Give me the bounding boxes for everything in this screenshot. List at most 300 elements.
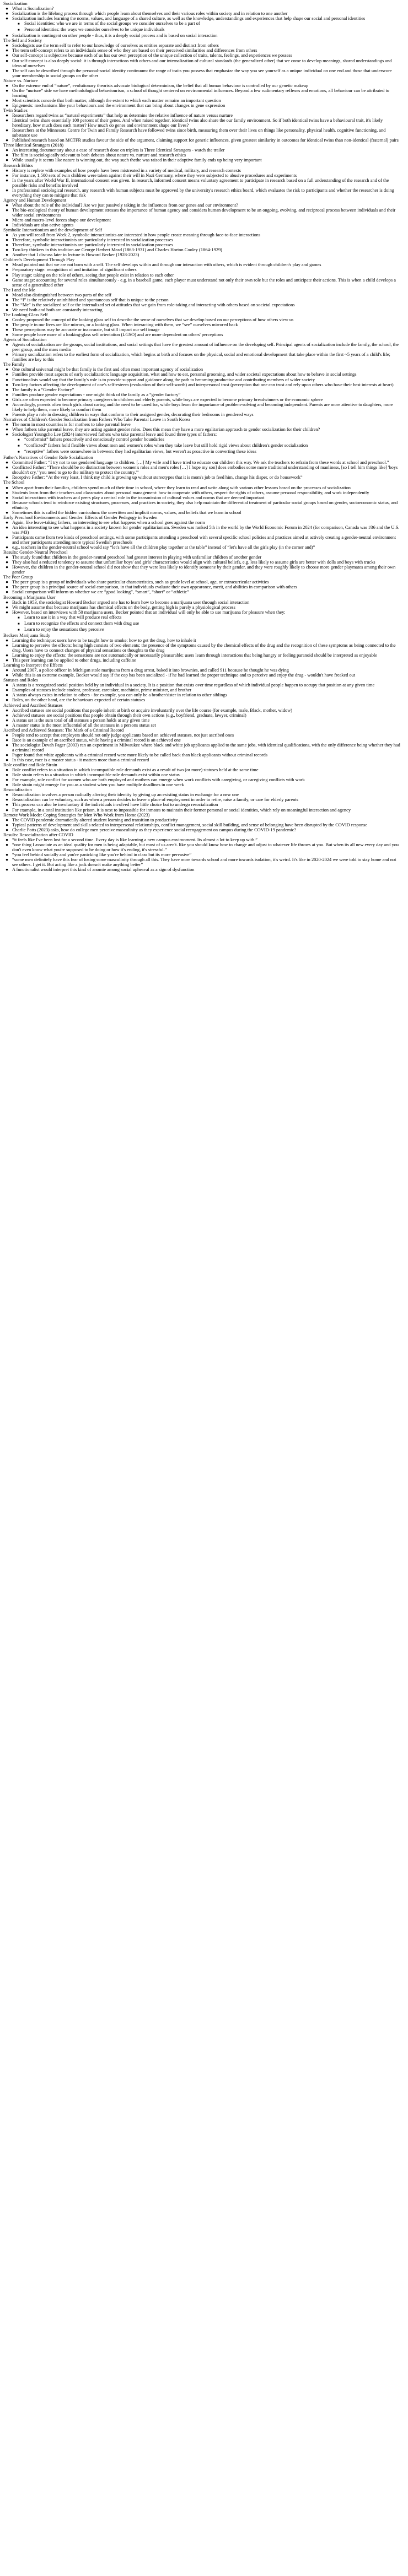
round-bullet-icon: ● [6,767,9,773]
square-bullet-icon: ■ [18,451,20,454]
round-bullet-icon: ● [6,372,9,377]
round-bullet-icon: ● [6,16,9,21]
line-text: Socialization [3,1,28,6]
round-bullet-icon: ● [6,475,9,480]
bullet-item [3,837,400,842]
bullet-item [3,852,400,857]
round-bullet-icon: ● [6,432,9,437]
line-text: Girls are often expected to become primary caregivers to children and elderly parents, while boys are expected to become primary breadwinners or the economic sphere [12,397,323,402]
round-bullet-icon: ● [6,560,9,565]
line-text: A status is a recognized social position held by an individual in a society. It is a position that exists over time regardless of which individual people happen to occupy that position at any given time [12,683,375,688]
round-bullet-icon: ● [6,11,9,17]
line-text: However, the children in the gender-neutral school did not show that they were less likely to identify someone by their gender, and they were roughly likely to choose more gender playmates among their own gender [12,565,396,575]
line-text: The I and the Me [3,287,35,293]
line-text: On the extreme end of “nature”, evolutionary theorists advocate biological determinism, the belief that all human behaviour is controlled by our genetic makeup [12,83,309,88]
round-bullet-icon: ● [6,402,9,407]
bullet-item [3,610,400,615]
bullet-item [3,465,400,475]
round-bullet-icon: ● [6,599,9,605]
bullet-item [3,867,400,872]
line-text: Resocialization can be voluntary, such as when a person decides to leave a place of employment in order to retire, raise a family, or care for elderly parents [12,797,298,803]
bullet-item [3,475,400,480]
line-text: Symbolic Interactionism and the development of Self [3,228,103,233]
round-bullet-icon: ● [6,545,9,550]
line-text: People tend to accept that employers should not only judge applicants based on achieved statuses, not just ascribed ones [12,732,234,738]
line-text: For example, role conflict for women who are both employed and mothers can emerge when work conflicts with caregiving, or caregiving conflicts with work [12,777,305,783]
bullet-item [3,103,400,108]
bullet-item [3,427,400,432]
section-heading [3,198,400,203]
bullet-item [3,589,400,594]
section-heading [3,288,400,293]
bullet-item [3,580,400,585]
round-bullet-icon: ● [6,817,9,822]
line-text: Achieved and Ascribed Statuses [3,702,63,708]
bullet-item [3,342,400,352]
line-text: On the “nurture” side we have methodological behaviourism, a school of thought centered on environmental influences. Beyond a few rudimentary reflexes and emotions, all behaviour can be attributed to learning [12,88,389,98]
round-bullet-icon: ● [6,722,9,728]
round-bullet-icon: ● [6,392,9,397]
square-bullet-icon: ■ [18,445,20,448]
bullet-item [3,128,400,138]
line-text: The norm in most countries is for mothers to take parental leave [12,421,131,427]
round-bullet-icon: ● [6,697,9,703]
round-bullet-icon: ● [6,852,9,857]
round-bullet-icon: ● [6,589,9,595]
bullet-item [3,223,400,228]
line-text: Two key thinkers in this tradition are George Herbert Mead (1863-1931) and Charles Horton Cooley (1864-1929) [12,247,222,253]
round-bullet-icon: ● [6,352,9,358]
line-text: The Peer Group [3,575,33,580]
round-bullet-icon: ● [6,732,9,738]
round-bullet-icon: ● [6,580,9,585]
round-bullet-icon: ● [6,797,9,803]
line-text: When fathers take parental leave, they are acting against gender roles. Does this mean they have a more egalitarian approach to gender socialization for their children? [12,426,320,432]
bullet-item [3,500,400,510]
bullet-item [3,237,400,242]
line-text: A functionalist would interpret this kind of anomie among social upheaval as a sign of dysfunction [12,867,195,873]
bullet-item [3,658,400,663]
bullet-item [3,397,400,402]
round-bullet-icon: ● [6,642,9,648]
bullet-item [3,173,400,178]
line-text: Learning to enjoy the effects: the sensations are not automatically or necessarily pleasurable; users learn through interactions that being hungry or feeling paranoid should be interpreted as enjoyable [12,653,377,658]
line-text: In this case, race is a master status - it matters more than a criminal record [12,757,149,763]
bullet-item [3,293,400,297]
round-bullet-icon: ● [6,223,9,228]
round-bullet-icon: ● [6,6,9,12]
round-bullet-icon: ● [6,524,9,530]
line-text: Nature vs. Nurture [3,78,38,83]
line-text: An interesting documentary about a case of research done on triplets is Three Identical Strangers - watch the trailer [12,148,225,153]
round-bullet-icon: ● [6,673,9,678]
line-text: This peer learning can be applied to other drugs, including caffeine [12,658,136,663]
sub-bullet-item [3,443,400,449]
bullet-item [3,495,400,500]
bullet-item [3,753,400,757]
line-text: Ascribed and Achieved Statuses: The Mark of a Criminal Record [3,727,124,733]
bullet-item [3,683,400,688]
bullet-item [3,158,400,163]
bullet-item [3,510,400,515]
bullet-item [3,802,400,807]
bullet-item [3,733,400,738]
bullet-item [3,605,400,610]
line-text: Socialization is contingent on other people - thus, it is a deeply social process and is based on social interaction [12,33,218,39]
line-text: In professional sociological research, any research with human subjects must be approved by the university's research ethics board, which evaluates the risk to participants and whether the researcher is doing everything they can to mitigate that risk [12,187,394,198]
bullet-item [3,327,400,332]
line-text: Role conflict refers to a situation in which incompatible role demands exist as a result of two (or more) statuses held at the same time [12,767,259,773]
line-text: Parents play a role in dressing children in ways that conform to their assigned gender, decorating their bedrooms in gendered ways [12,412,254,417]
round-bullet-icon: ● [6,412,9,417]
sub-bullet-item [3,21,400,27]
section-heading [3,832,400,837]
line-text: Another that I discuss later in lecture is Howard Becker (1928-2023) [12,252,139,258]
document-body [0,0,402,876]
line-text: The people in our lives are like mirrors, or a looking glass. When interacting with them, we “see” ourselves mirrored back [12,322,238,327]
round-bullet-icon: ● [6,322,9,327]
bullet-item [3,822,400,827]
line-text: Researchers regard twins as “natural experiments” that help us determine the relative influence of nature versus nurture [12,113,233,118]
bullet-item [3,818,400,822]
round-bullet-icon: ● [6,802,9,808]
round-bullet-icon: ● [6,653,9,658]
line-text: Social identities: who we are in terms of the social groups we consider ourselves to be a part of [24,21,200,26]
bullet-item [3,16,400,21]
bullet-item [3,113,400,118]
bullet-item [3,372,400,377]
section-heading [3,38,400,43]
round-bullet-icon: ● [6,565,9,570]
round-bullet-icon: ● [6,43,9,48]
line-text: This process can also be involuntary if the individuals involved have little choice but to undergo resocialization [12,802,218,808]
line-text: What is Socialization? [12,6,54,12]
round-bullet-icon: ● [6,68,9,73]
line-text: Participants came from two kinds of preschool settings, with some participants attending a preschool with several specific school policies and practices aimed at actively creating a gender-neutral environment and other participants attending more typical Swedish preschools [12,534,396,545]
bullet-item [3,252,400,257]
bullet-item [3,352,400,362]
bullet-item [3,708,400,713]
round-bullet-icon: ● [6,485,9,490]
round-bullet-icon: ● [6,382,9,387]
bullet-item [3,153,400,158]
line-text: Children's Development Through Play [3,257,75,263]
round-bullet-icon: ● [6,262,9,268]
line-text: While this is an extreme example, Becker would say if the cop has been socialized - if he had learned the proper technique and to perceive and enjoy the drug - wouldn't have freaked out [12,673,356,678]
section-heading [3,337,400,342]
line-text: For instance, 1,500 sets of twin children were taken against their will in Nazi Germany, where they were subjected to abusive procedures and experiments [12,172,297,178]
round-bullet-icon: ● [6,148,9,153]
line-text: Learn to use it in a way that will produce real effects [24,614,122,620]
round-bullet-icon: ● [6,172,9,178]
bullet-item [3,485,400,490]
line-text: The term self-concept refers to an individuals sense of who they are based on their perceived similarities and differences from others [12,48,257,53]
line-text: Sociologist Youngcho Lee (2024) interviewed fathers who take parental leave and found three types of fathers: [12,432,217,437]
line-text: Narratives of Children's Gender Socialization from Fathers Who Take Parental Leave in South Korea [3,416,190,422]
line-text: Our self-concept is subjective because each of us has our own perception of the unique collection of traits, talents, feelings, and experiences we possess [12,53,292,58]
round-bullet-icon: ● [6,460,9,466]
bullet-item [3,322,400,327]
round-bullet-icon: ● [6,782,9,788]
round-bullet-icon: ● [6,604,9,610]
line-text: Game stage: accounting for several roles simultaneously - e.g. in a baseball game, each player must understand not only their own role but the roles and anticipate their actions. This is when a child develops a sense of a generalized other [12,277,396,288]
line-text: Role strain refers to a situation in which incompatible role demands exist within one status [12,772,180,778]
line-text: Learn to enjoy the sensations they perceive [24,626,104,632]
round-bullet-icon: ● [6,242,9,248]
bullet-item [3,148,400,153]
round-bullet-icon: ● [6,827,9,832]
line-text: Resocialization [3,787,32,793]
bullet-item [3,242,400,247]
round-bullet-icon: ● [6,138,9,143]
bullet-item [3,118,400,128]
line-text: “conformist” fathers proactively and consciously control gender boundaries [24,437,164,442]
line-text: Because schools tend to reinforce existing structures, processes, and practices in society, they also help maintain the differential treatment of particular social groups based on gender, socioeconomic status, and ethnicity [12,500,398,510]
line-text: The family is a “Gender Factory” [12,387,74,392]
line-text: Students learn from their teachers and classmates about personal management: how to cooperate with others, respect the rights of others, assume personal responsibility, and work independently [12,490,369,495]
bullet-item [3,723,400,728]
bullet-item [3,565,400,575]
bullet-item [3,367,400,372]
bullet-item [3,83,400,88]
line-text: The Looking-Glass Self [3,312,48,317]
line-text: Agents of socialization are the groups, social institutions, and social settings that have the greatest amount of influence on the developing self. Principal agents of socialization include the family, the school, the peer group, and the mass media [12,342,399,353]
line-text: Research Ethics [3,163,33,168]
round-bullet-icon: ● [6,377,9,382]
line-text: Learning to perceive the effects: being high consists of two elements: the presence of the symptoms caused by the chemical effects of the drug and the recognition of these symptoms as being connected to the drug. Users have to connect changes of physical sensations or thoughts to the drug [12,642,396,653]
bullet-item [3,692,400,697]
section-heading [3,455,400,460]
line-text: Committed Father: “I try not to use gendered language to children. […] My wife and I have tried to educate our children this way. We ask the teachers to refrain from these words at school and preschool.” [12,460,389,466]
line-text: Primary socialization refers to the earliest form of socialization, which begins at birth and focuses on the physical, social and emotional development that take place within the first ~5 years of a child's life; families are key to this [12,352,390,362]
line-text: The self can be described through the personal-social identity continuum: the range of traits you possess that emphasize the way you see yourself as a unique individual on one end and those that underscore your membership in social groups on the other [12,68,392,78]
bullet-item [3,43,400,48]
round-bullet-icon: ● [6,158,9,163]
sub-bullet-item [3,615,400,621]
line-text: Families provide most aspects of early socialization: language acquisition, what and how to eat, personal grooming, and wider societal expectations about how to behave in social settings [12,372,357,377]
bullet-item [3,232,400,237]
line-text: Examples of statuses include student, professor, caretaker, machinist, prime minister, and brother [12,688,192,693]
section-heading [3,143,400,148]
sub-bullet-item [3,437,400,443]
bullet-item [3,178,400,188]
section-heading [3,663,400,668]
round-bullet-icon: ● [6,490,9,495]
round-bullet-icon: ● [6,772,9,778]
round-bullet-icon: ● [6,83,9,88]
section-heading [3,362,400,367]
round-bullet-icon: ● [6,555,9,560]
bullet-item [3,53,400,58]
round-bullet-icon: ● [6,218,9,223]
line-text: Accordingly, parents often teach girls about caring and the need to be cared for, while boys learn the importance of problem-solving and becoming independent. Parents are more attentive to daughters, more likely to help them, more likely to comfort them [12,402,393,412]
bullet-item [3,827,400,832]
bullet-item [3,688,400,692]
section-heading [3,787,400,792]
round-bullet-icon: ● [6,807,9,813]
bullet-item [3,317,400,322]
line-text: For example, in a total institution like prison, it is next to impossible for inmates to maintain their former personal or social identities, which rely on meaningful interaction and agency [12,807,351,813]
line-text: Therefore, symbolic interactionists are particularly interested in socialization processes [12,242,173,248]
line-text: Learn to recognize the effects and connect them with drug use [24,620,139,626]
bullet-item [3,188,400,198]
round-bullet-icon: ● [6,307,9,312]
section-heading [3,575,400,580]
bullet-item [3,68,400,78]
section-heading [3,108,400,113]
round-bullet-icon: ● [6,342,9,348]
bullet-item [3,782,400,787]
line-text: A master status is the most influential of all the statuses in a persons status set [12,722,156,728]
bullet-item [3,302,400,307]
sub-bullet-item [3,627,400,633]
round-bullet-icon: ● [6,822,9,827]
round-bullet-icon: ● [6,712,9,718]
bullet-item [3,48,400,53]
line-text: Therefore, symbolic interactionists are particularly interested in socialization processes [12,237,173,243]
bullet-item [3,757,400,762]
section-heading [3,1,400,6]
line-text: “one thing I associate as an ideal quality for men is being adaptable, but most of us aren't. like you should know how to change and adjust to whatever life throws at you. But when its all new every day and you don't even know what you're supposed to be doing or how it's ending, it's stressful.” [12,842,399,852]
line-text: “some men definitely have this fear of losing some masculinity through all this. They have more towards school and more towards isolation, it's weird. It's like in 2020-2024 we were told to stay home and not see others. I get it. But acting like a jock doesn't make anything better” [12,857,396,868]
line-text: The Self and Society [3,38,42,44]
line-text: Epigenesis: mechanisms like your behaviours and the environment that can bring about changes in gene expression [12,102,226,108]
line-text: Three Identical Strangers (2018) [3,143,64,148]
square-bullet-icon: ■ [18,622,20,626]
round-bullet-icon: ● [6,58,9,63]
section-heading [3,728,400,733]
round-bullet-icon: ● [6,510,9,515]
round-bullet-icon: ● [6,857,9,862]
bullet-item [3,273,400,278]
bullet-item [3,392,400,397]
line-text: Learning to Interpret the Effects [3,663,63,668]
section-heading [3,550,400,555]
line-text: The “Me” is the socialized self or the internalized set of attitudes that we gain from role-taking and interacting with others based on societal expectations [12,302,295,307]
line-text: Preparatory stage: recognition of and imitation of significant others [12,267,137,273]
round-bullet-icon: ● [6,113,9,118]
bullet-item [3,138,400,143]
line-text: They also had a reduced tendency to assume that unfamiliar boys' and girls' characteristics would align with cultural beliefs, e.g. less likely to assume girls are better with dolls and boys with trucks [12,560,375,565]
bullet-item [3,432,400,437]
section-heading [3,515,400,520]
round-bullet-icon: ● [6,292,9,297]
round-bullet-icon: ● [6,737,9,743]
line-text: Most scientists concede that both matter, although the extent to which each matter remains an important question [12,98,221,103]
round-bullet-icon: ● [6,332,9,338]
round-bullet-icon: ● [6,534,9,540]
bullet-item [3,792,400,797]
round-bullet-icon: ● [6,397,9,402]
line-text: Social comparison will inform us whether we are “good looking”, “smart”, “short” or “athletic” [12,589,189,595]
line-text: The study found that children in the gender-neutral preschool had greater interest in playing with unfamiliar children of another gender [12,555,262,560]
round-bullet-icon: ● [6,658,9,663]
line-text: Back in 1953, the sociologist Howard Becker argued one has to learn how to become a marijuana user through social interaction [12,599,250,605]
round-bullet-icon: ● [6,187,9,193]
section-heading [3,257,400,262]
round-bullet-icon: ● [6,252,9,258]
line-text: Roles, on the other hand, are the behaviours expected of certain statuses [12,697,146,703]
line-text: We might assume that because marijuana has chemical effects on the body, getting high is purely a physiological process [12,604,235,610]
line-text: Published research based on MCTFR studies favour the side of the argument, claiming support for genetic influences, given greatest similarity in outcomes for identical twins than non-identical (fraternal) pairs [12,138,399,143]
line-text: The COVID pandemic dramatically altered student learning and transition to productivity [12,817,178,822]
line-text: A status always exists in relation to others - for example, you can only be a brother/sister in relation to other siblings [12,692,227,698]
line-text: Role strain might emerge for you as a student when you have multiple deadlines in one week [12,782,184,788]
round-bullet-icon: ● [6,98,9,103]
line-text: Micro and macro-level forces shape our development [12,218,111,223]
section-heading [3,762,400,767]
round-bullet-icon: ● [6,202,9,208]
line-text: One cultural universal might be that family is the first and often most important agency of socialization [12,367,203,372]
line-text: Results: Gender-Neutral Preschool [3,550,68,555]
line-text: Functionalists would say that the family's role is to provide support and guidance along the path to becoming productive and contributing members of wider society [12,377,315,382]
round-bullet-icon: ● [6,426,9,432]
line-text: The School [3,480,25,485]
round-bullet-icon: ● [6,102,9,108]
bullet-item [3,6,400,11]
bullet-item [3,713,400,718]
bullet-item [3,600,400,605]
line-text: Becoming a Marijuana User [3,594,56,600]
bullet-item [3,808,400,813]
round-bullet-icon: ● [6,495,9,500]
round-bullet-icon: ● [6,207,9,213]
round-bullet-icon: ● [6,692,9,698]
line-text: Social interactions with teachers and peers play a central role in the transmission of cultural values and norms that are deemed important [12,495,265,500]
bullet-item [3,743,400,753]
bullet-item [3,278,400,288]
line-text: Cooley proposed the concept of the looking glass self to describe the sense of ourselves that we develop based on our perceptions of how others view us [12,317,294,322]
line-text: Socialization includes learning the norms, values, and language of a shared culture, as well as the knowledge, understandings and experiences that help shape our social and personal identities [12,16,366,21]
round-bullet-icon: ● [6,272,9,278]
round-bullet-icon: ● [6,752,9,757]
section-heading [3,678,400,683]
section-heading [3,312,400,317]
line-text: Personal identities: the ways we consider ourselves to be unique individuals [24,27,165,33]
bullet-item [3,247,400,252]
bullet-item [3,98,400,103]
line-text: As you will recall from Week 2, symbolic interactionists are interested in how people create meaning through face-to-face interactions [12,232,261,238]
line-text: “receptive” fathers were somewhere in between: they had egalitarian views, but weren't as proactive in converting these ideas [24,449,257,454]
bullet-item [3,402,400,412]
bullet-item [3,535,400,545]
square-bullet-icon: ■ [18,29,20,33]
line-text: Role conflict and Role Strain [3,762,57,768]
bullet-item [3,262,400,267]
round-bullet-icon: ● [6,609,9,615]
round-bullet-icon: ● [6,688,9,693]
line-text: Race is an example of an ascribed status, while having a criminal record is an achieved one [12,737,181,743]
bullet-item [3,297,400,302]
round-bullet-icon: ● [6,327,9,333]
bullet-item [3,738,400,743]
square-bullet-icon: ■ [18,628,20,632]
round-bullet-icon: ● [6,421,9,427]
line-text: “conflicted” fathers hold flexible views about men and women's roles when they take leave but still hold rigid views about children's gender socialization [24,443,308,448]
line-text: Father's Narratives of Gender Role Socialization [3,455,93,461]
round-bullet-icon: ● [6,668,9,673]
line-text: Play stage: taking on the role of others, seeing that people exist in relation to each other [12,272,174,278]
line-text: Conflicted Father: “There should be no distinction between women's roles and men's roles […] I hope my son] does embodies some more traditional understanding of manliness, [so I tell him things like] 'boys shouldn't cry,' 'you need to go to the military to protect the country.'” [12,465,398,475]
bullet-item [3,412,400,417]
line-text: Mead pointed out that we are not born with a self. The self develops within and through our interaction with others, which is evident through children's play and games [12,262,321,268]
bullet-item [3,203,400,208]
line-text: Statuses and Roles [3,678,38,683]
bullet-item [3,772,400,777]
bullet-item [3,267,400,272]
bullet-item [3,377,400,382]
line-text: Remote Work Mode: Coping Strategies for Men Who Work from Home (2023) [3,812,150,818]
